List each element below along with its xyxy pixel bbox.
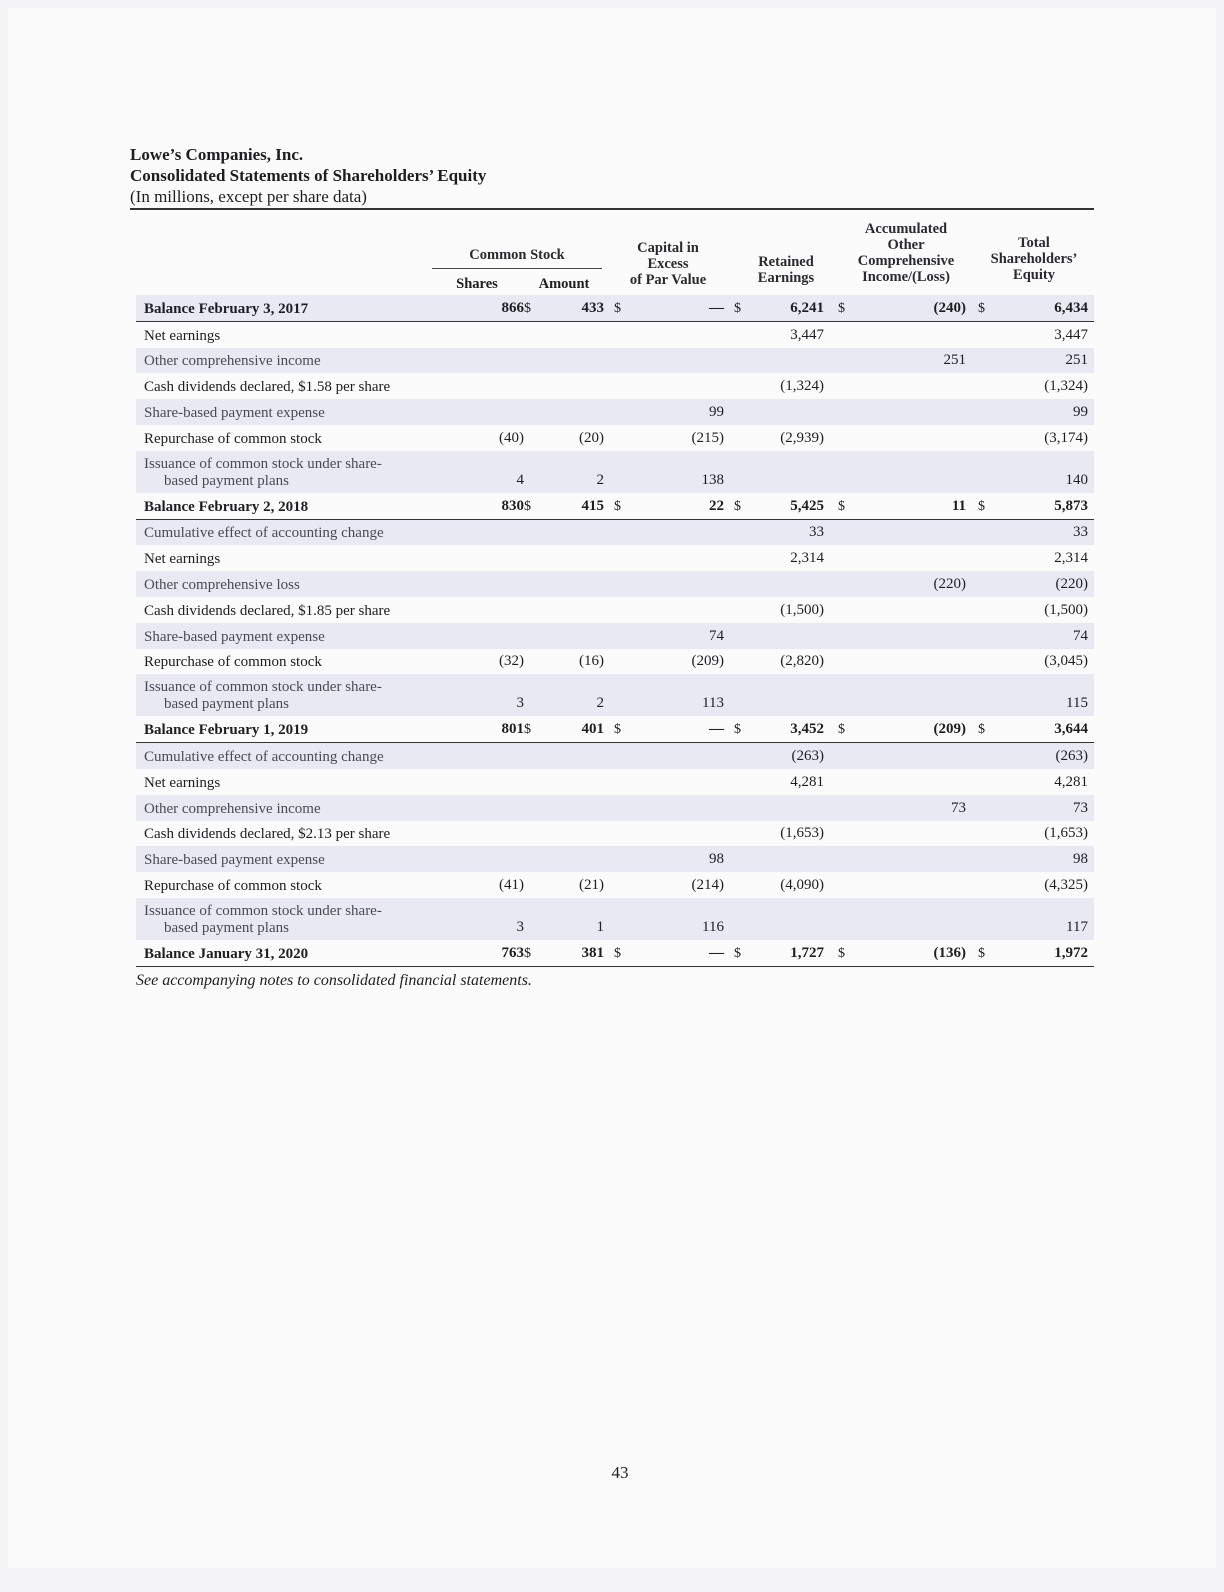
row-label-line: Balance January 31, 2020	[144, 945, 309, 962]
dollar-sign: $	[978, 722, 985, 738]
dollar-sign: $	[978, 300, 985, 316]
total-cell: 115	[1066, 695, 1088, 712]
row-label	[144, 629, 325, 646]
amount-cell: (20)	[579, 429, 604, 446]
row-label-line: based payment plans	[164, 919, 289, 936]
total-cell: 117	[1066, 918, 1088, 935]
aoci-cell: 11	[951, 497, 966, 514]
balance-row	[136, 940, 1094, 967]
statement-title: Consolidated Statements of Shareholders’ Equity	[130, 166, 487, 185]
row-label	[144, 431, 322, 448]
amount-cell: 433	[581, 299, 604, 316]
row-label-line: Other comprehensive income	[144, 800, 321, 817]
row-label-line: Cash dividends declared, $2.13 per share	[144, 826, 391, 843]
row-label-line: Issuance of common stock under share-	[144, 902, 382, 919]
row-label	[144, 379, 390, 396]
capital-header-line: Capital in	[637, 240, 699, 256]
row-label	[144, 826, 390, 843]
row-label	[144, 852, 325, 869]
total-cell: (1,653)	[1044, 825, 1088, 842]
amount-cell: 2	[596, 471, 604, 488]
row-label-line: Repurchase of common stock	[144, 654, 322, 671]
shares-cell: (41)	[499, 876, 524, 893]
aoci-cell: (240)	[933, 299, 966, 316]
dollar-sign: $	[838, 300, 845, 316]
table-row	[136, 545, 1094, 571]
table-row	[136, 795, 1094, 821]
amount-header: Amount	[538, 276, 590, 292]
capital-cell: 116	[702, 918, 724, 935]
aoci-header-line: Comprehensive	[857, 253, 955, 269]
capital-cell: 22	[709, 497, 724, 514]
dollar-sign: $	[614, 945, 621, 961]
total-cell: (3,174)	[1044, 429, 1088, 446]
dollar-sign: $	[838, 722, 845, 738]
dollar-sign: $	[734, 498, 741, 514]
capital-header	[616, 240, 720, 288]
shares-cell: 3	[516, 918, 524, 935]
amount-cell: 1	[596, 918, 604, 935]
capital-cell: 138	[701, 471, 724, 488]
retained-cell: (1,324)	[780, 378, 824, 395]
amount-cell: (21)	[579, 876, 604, 893]
row-label-line: Issuance of common stock under share-	[144, 455, 382, 472]
capital-cell: (215)	[691, 429, 724, 446]
row-label-line: Net earnings	[144, 774, 221, 791]
retained-cell: 4,281	[790, 773, 824, 790]
shares-cell: 3	[516, 695, 524, 712]
row-label	[144, 801, 321, 818]
row-label	[144, 499, 308, 516]
row-label-line: Balance February 1, 2019	[144, 722, 309, 739]
dollar-sign: $	[614, 498, 621, 514]
total-cell: 99	[1073, 403, 1088, 420]
table-row	[136, 451, 1094, 493]
row-label-line: Balance February 2, 2018	[144, 498, 309, 515]
row-label-line: Cash dividends declared, $1.85 per share	[144, 602, 391, 619]
total-cell: 2,314	[1054, 550, 1088, 567]
total-header	[974, 235, 1094, 283]
total-cell: (3,045)	[1044, 653, 1088, 670]
retained-header-line: Retained	[758, 254, 814, 270]
row-label-line: Share-based payment expense	[144, 628, 325, 645]
row-label-line: Cumulative effect of accounting change	[144, 525, 384, 542]
row-label-line: based payment plans	[164, 696, 289, 713]
shares-cell: (32)	[499, 653, 524, 670]
total-cell: (220)	[1055, 575, 1088, 592]
retained-cell: 2,314	[790, 550, 824, 567]
capital-cell: 113	[702, 695, 724, 712]
dollar-sign: $	[524, 722, 531, 738]
dollar-sign: $	[838, 945, 845, 961]
retained-cell: 3,447	[790, 326, 824, 343]
table-row	[136, 373, 1094, 399]
table-row	[136, 769, 1094, 795]
row-label-line: Share-based payment expense	[144, 404, 325, 421]
shares-cell: (40)	[499, 429, 524, 446]
dollar-sign: $	[978, 498, 985, 514]
capital-cell: —	[709, 299, 724, 316]
row-label	[144, 679, 382, 713]
shares-cell: 801	[501, 721, 524, 738]
retained-cell: 5,425	[790, 497, 824, 514]
row-label-line: Cumulative effect of accounting change	[144, 748, 384, 765]
units-note: (In millions, except per share data)	[130, 187, 367, 206]
common-stock-underline	[432, 268, 602, 269]
table-row	[136, 399, 1094, 425]
capital-header-line: of Par Value	[629, 272, 707, 288]
row-label-line: Repurchase of common stock	[144, 430, 322, 447]
top-rule	[130, 208, 1094, 210]
row-label-line: Issuance of common stock under share-	[144, 679, 382, 696]
total-cell: (1,500)	[1044, 601, 1088, 618]
retained-header-line: Earnings	[757, 270, 815, 286]
dollar-sign: $	[524, 300, 531, 316]
table-row	[136, 571, 1094, 597]
row-label	[144, 722, 308, 739]
row-label-line: Share-based payment expense	[144, 852, 325, 869]
row-label	[144, 353, 321, 370]
shares-cell: 830	[501, 497, 524, 514]
amount-cell: 415	[581, 497, 604, 514]
retained-cell: 3,452	[790, 721, 824, 738]
table-row	[136, 425, 1094, 451]
aoci-header-line: Other	[887, 237, 925, 253]
dollar-sign: $	[734, 300, 741, 316]
aoci-cell: 251	[943, 352, 966, 369]
aoci-cell: 73	[951, 799, 966, 816]
balance-row	[136, 295, 1094, 322]
retained-cell: (1,653)	[780, 825, 824, 842]
row-label-line: Net earnings	[144, 551, 221, 568]
aoci-cell: (220)	[933, 575, 966, 592]
balance-row	[136, 493, 1094, 520]
total-cell: 4,281	[1054, 773, 1088, 790]
dollar-sign: $	[978, 945, 985, 961]
total-cell: 1,972	[1054, 944, 1088, 961]
balance-row	[136, 716, 1094, 743]
retained-header	[734, 254, 838, 286]
row-label-line: Repurchase of common stock	[144, 877, 322, 894]
table-row	[136, 872, 1094, 898]
total-cell: 140	[1065, 471, 1088, 488]
retained-cell: 6,241	[790, 299, 824, 316]
aoci-header-line: Income/(Loss)	[862, 269, 950, 285]
document-page	[8, 8, 1216, 1568]
retained-cell: 33	[809, 524, 824, 541]
retained-cell: (263)	[791, 747, 824, 764]
total-cell: 3,644	[1054, 721, 1088, 738]
row-label	[144, 301, 308, 318]
table-row	[136, 649, 1094, 675]
retained-cell: 1,727	[790, 944, 824, 961]
page-number: 43	[611, 1463, 629, 1482]
capital-cell: (214)	[691, 876, 724, 893]
dollar-sign: $	[734, 722, 741, 738]
retained-cell: (2,939)	[780, 429, 824, 446]
capital-cell: —	[709, 944, 724, 961]
table-row	[136, 322, 1094, 348]
dollar-sign: $	[524, 498, 531, 514]
retained-cell: (4,090)	[780, 876, 824, 893]
capital-cell: 98	[709, 851, 724, 868]
row-label	[144, 903, 382, 937]
common-stock-header: Common Stock	[469, 247, 565, 263]
table-row	[136, 898, 1094, 940]
total-header-line: Shareholders’	[990, 251, 1078, 267]
row-label-line: Other comprehensive income	[144, 353, 321, 370]
table-row	[136, 846, 1094, 872]
retained-cell: (2,820)	[780, 653, 824, 670]
row-label	[144, 749, 384, 766]
shares-cell: 866	[501, 299, 524, 316]
total-cell: 98	[1073, 851, 1088, 868]
dollar-sign: $	[734, 945, 741, 961]
aoci-header-line: Accumulated	[864, 221, 948, 237]
table-row	[136, 821, 1094, 847]
retained-cell: (1,500)	[780, 601, 824, 618]
table-row	[136, 520, 1094, 546]
row-label-line: Cash dividends declared, $1.58 per share	[144, 379, 391, 396]
company-name: Lowe’s Companies, Inc.	[130, 145, 304, 164]
total-cell: (1,324)	[1044, 378, 1088, 395]
row-label	[144, 551, 220, 568]
row-label	[144, 775, 220, 792]
shares-header: Shares	[456, 276, 498, 292]
total-cell: 74	[1073, 627, 1088, 644]
aoci-cell: (209)	[933, 721, 966, 738]
capital-header-line: Excess	[647, 256, 689, 272]
capital-cell: —	[709, 721, 724, 738]
total-cell: 73	[1073, 799, 1088, 816]
amount-cell: 401	[581, 721, 604, 738]
capital-cell: 99	[709, 403, 724, 420]
row-label-line: Balance February 3, 2017	[144, 300, 309, 317]
table-row	[136, 623, 1094, 649]
aoci-header	[842, 221, 970, 285]
row-label	[144, 525, 384, 542]
amount-cell: 2	[596, 695, 604, 712]
dollar-sign: $	[524, 945, 531, 961]
shares-cell: 4	[516, 471, 524, 488]
dollar-sign: $	[614, 300, 621, 316]
row-label	[144, 577, 300, 594]
equity-table	[136, 295, 1094, 967]
aoci-cell: (136)	[933, 944, 966, 961]
row-label	[144, 328, 220, 345]
shares-cell: 763	[501, 944, 524, 961]
table-row	[136, 597, 1094, 623]
table-row	[136, 348, 1094, 374]
table-row	[136, 743, 1094, 769]
row-label	[144, 878, 322, 895]
dollar-sign: $	[614, 722, 621, 738]
amount-cell: (16)	[579, 653, 604, 670]
total-cell: (4,325)	[1044, 876, 1088, 893]
table-row	[136, 674, 1094, 716]
row-label	[144, 405, 325, 422]
statement-header	[130, 144, 486, 207]
row-label-line: based payment plans	[164, 472, 289, 489]
row-label	[144, 946, 308, 963]
total-header-line: Total	[1018, 235, 1050, 251]
total-cell: 3,447	[1054, 326, 1088, 343]
capital-cell: 74	[709, 627, 724, 644]
total-cell: 251	[1065, 352, 1088, 369]
capital-cell: (209)	[691, 653, 724, 670]
total-cell: (263)	[1055, 747, 1088, 764]
total-cell: 6,434	[1054, 299, 1088, 316]
total-header-line: Equity	[1013, 267, 1055, 283]
footnote: See accompanying notes to consolidated financial statements.	[136, 972, 532, 989]
row-label-line: Other comprehensive loss	[144, 576, 300, 593]
row-label-line: Net earnings	[144, 327, 221, 344]
row-label	[144, 603, 390, 620]
row-label	[144, 456, 382, 490]
row-label	[144, 654, 322, 671]
dollar-sign: $	[838, 498, 845, 514]
total-cell: 33	[1073, 524, 1088, 541]
total-cell: 5,873	[1054, 497, 1088, 514]
amount-cell: 381	[581, 944, 604, 961]
